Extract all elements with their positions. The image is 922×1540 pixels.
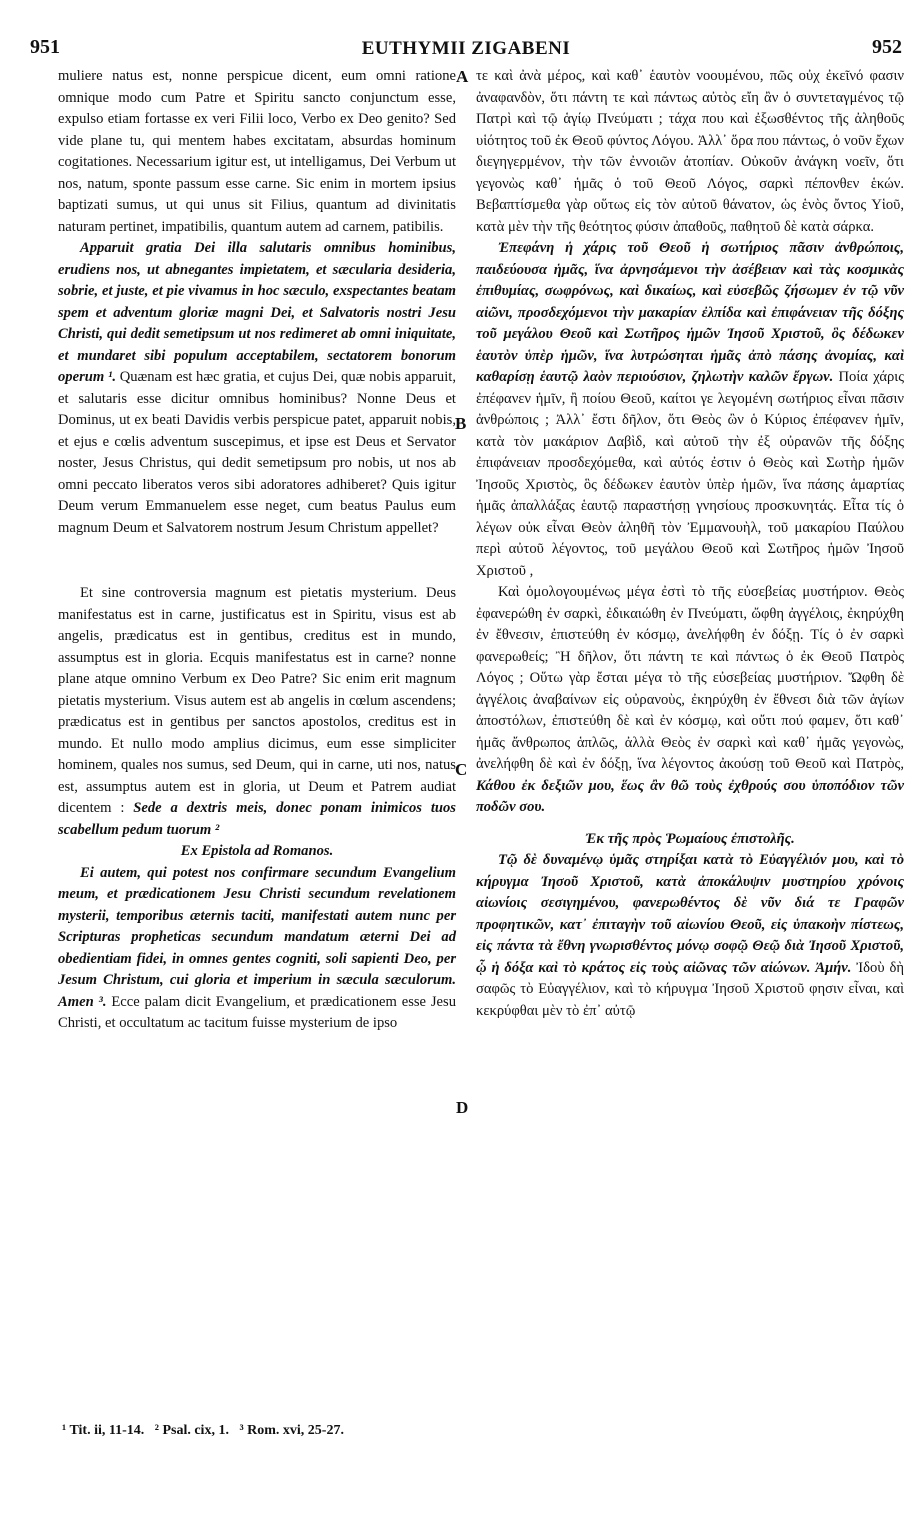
latin-paragraph-2 xyxy=(58,238,456,539)
latin-scripture-quote-titus: Apparuit gratia Dei illa salutaris omnibus hominibus, erudiens nos, ut abnegantes impietatem, et sæcularia desideria, sobrie, et juste, et pie vivamus in hoc sæculo, exspectantes beatam spem et adventum gloriæ magni Dei, et Salvatoris nostri Jesu Christi, qui dedit semetipsum ut nos redimeret ab omni iniquitate, et mundaret sibi populum acceptabilem, sectatorem bonorum operum ¹. xyxy=(58,240,456,385)
greek-scripture-quote-psalm: Κάθου ἐκ δεξιῶν μου, ἕως ἂν θῶ τοὺς ἐχθρούς σου ὑποπόδιον τῶν ποδῶν σου. xyxy=(476,777,904,815)
greek-commentary-3: Καὶ ὁμολογουμένως μέγα ἐστὶ τὸ τῆς εὐσεβείας μυστήριον. Θεὸς ἐφανερώθη ἐν σαρκὶ, ἐδικαιώθη ἐν Πνεύματι, ὤφθη ἀγγέλοις, ἐκηρύχθη ἐν ἔθνεσιν, ἐπιστεύθη ἐν κόσμῳ, ἀνελήφθη ἐν δόξῃ. Τίς ὁ ἐν σαρκὶ φανερωθείς; Ἢ δῆλον, ὅτι πάντη τε καὶ πάντως ὁ ἐκ Θεοῦ Πατρὸς Λόγος ; Οὕτω γὰρ ἔσται μέγα τὸ τῆς εὐσεβείας μυστήριον. Ὤφθη δὲ ἀγγέλοις ἀναβαίνων εἰς οὐρανοὺς, ἐκηρύχθη ἐν ἔθνεσι διὰ τῶν ἁγίων ἀποστόλων, ἐπιστεύθη δὲ καὶ ἐν κόσμῳ, καὶ οὔτι πού φαμεν, ὅτι καθ᾽ ἡμᾶς ἄνθρωπος ἁπλῶς, ἀλλὰ Θεὸς ἐν σαρκὶ καὶ καθ᾽ ἡμᾶς γεγονὼς, ἀνελήφθη δὲ καὶ ἐν δόξῃ, ἵνα λέγοντος ἀκούσῃ τοῦ Θεοῦ καὶ Πατρὸς, xyxy=(476,584,904,772)
greek-commentary-2: Ποία χάρις ἐπέφανεν ἡμῖν, ἢ ποίου Θεοῦ, καίτοι γε λεγομένη σωτήριος εἶναι πᾶσιν ἀνθρώποις ; Ἀλλ᾽ ἔστι δῆλον, ὅτι Θεὸς ὢν ὁ Κύριος ἐπέφανεν ἡμῖν, κατὰ τὸν μακάριον Δαβὶδ, καὶ αὐτοῦ τὴν ἐξ οὐρανῶν τῆς δόξης ἐπιφάνειαν προσδεχόμεθα, καὶ αὐτός ἐστιν ὁ Θεὸς καὶ Σωτὴρ ἡμῶν Ἰησοῦς Χριστὸς, ὃς δέδωκεν ἑαυτὸν ὑπὲρ ἡμῶν, ἵνα πάσης ἁμαρτίας ἡμᾶς ἀπαλλάξας ἑαυτῷ παραστήσῃ γνησίους προσκυνητάς. Εἶτα τίς ὁ λέγων οὐκ εἶναι Θεὸν ἀληθῆ τὸν Ἐμμανουὴλ, τοῦ μακαρίου Παύλου περὶ αὐτοῦ λέγοντος, τοῦ μεγάλου Θεοῦ καὶ Σωτῆρος ἡμῶν Ἰησοῦ Χριστοῦ , xyxy=(476,369,904,579)
margin-letter-a: A xyxy=(456,67,469,86)
greek-scripture-quote-titus: Ἐπεφάνη ἡ χάρις τοῦ Θεοῦ ἡ σωτήριος πᾶσιν ἀνθρώποις, παιδεύουσα ἡμᾶς, ἵνα ἀρνησάμενοι τὴν ἀσέβειαν καὶ τὰς κοσμικὰς ἐπιθυμίας, σωφρόνως, καὶ δικαίως, καὶ εὐσεβῶς ζήσωμεν ἐν τῷ νῦν αἰῶνι, προσδεχόμενοι τὴν μακαρίαν ἐλπίδα καὶ ἐπιφάνειαν τῆς δόξης τοῦ μεγάλου Θεοῦ καὶ Σωτῆρος ἡμῶν Ἰησοῦ Χριστοῦ, ὃς δέδωκεν ἑαυτὸν ὑπὲρ ἡμῶν, ἵνα λυτρώσηται ἡμᾶς ἀπὸ πάσης ἀνομίας, καὶ καθαρίσῃ ἑαυτῷ λαὸν περιούσιον, ζηλωτὴν καλῶν ἔργων. xyxy=(476,240,904,385)
margin-letter-c: C xyxy=(455,760,468,779)
latin-scripture-quote-psalm: Sede a dextris meis, donec ponam inimicos tuos scabellum pedum tuorum ² xyxy=(58,800,456,838)
greek-paragraph-3 xyxy=(476,582,904,819)
margin-letter-d: D xyxy=(456,1098,469,1117)
greek-column xyxy=(476,66,904,1022)
margin-letter-b: B xyxy=(455,414,467,433)
greek-commentary-4: Ἰδοὺ δὴ σαφῶς τὸ Εὐαγγέλιον, καὶ τὸ κήρυγμα Ἰησοῦ Χριστοῦ φησιν εἶναι, καὶ κεκρύφθαι μὲν τὸ ἐπ᾽ αὐτῷ xyxy=(476,959,904,1019)
latin-section-heading: Ex Epistola ad Romanos. xyxy=(180,843,334,859)
greek-paragraph-2 xyxy=(476,238,904,582)
latin-scripture-quote-romans: Ei autem, qui potest nos confirmare secundum Evangelium meum, et prædicationem Jesu Christi secundum revelationem mysterii, temporibus æternis taciti, manifestati autem nunc per Scripturas propheticas secundum mandatum æterni Dei ad obedientiam fidei, in omnes gentes cogniti, soli sapienti Deo, per Jesum Christum, cui gloria et imperium in sæcula sæculorum. Amen ³. xyxy=(58,864,456,1010)
greek-section-heading: Ἐκ τῆς πρὸς Ῥωμαίους ἐπιστολῆς. xyxy=(585,830,795,847)
latin-column xyxy=(58,66,456,1035)
latin-paragraph-1: muliere natus est, nonne perspicue dicent, eum omni ratione omnique modo cum Patre et Spiritu sancto conjunctum esse, expulso etiam fortasse ex veri Filii loco, Verbo ex Deo genito? Sed vide plane tu, qui mentem habes excitatam, absurdas hominum cogitationes. Necessarium igitur est, ut intelligamus, Dei Verbum ut nos, natum, sponte passum esse carne. Sic enim in mortem ipsius baptizati sumus, ut qui unus sit Filius, quantum ad divinitatis naturam pertinet, impatibilis, quantum autem ad carnem, patibilis. xyxy=(58,68,456,235)
running-title: EUTHYMII ZIGABENI xyxy=(361,38,571,59)
greek-scripture-quote-romans: Τῷ δὲ δυναμένῳ ὑμᾶς στηρίξαι κατὰ τὸ Εὐαγγέλιόν μου, καὶ τὸ κήρυγμα Ἰησοῦ Χριστοῦ, κατὰ ἀποκάλυψιν μυστηρίου χρόνοις αἰωνίοις σεσιγημένου, φανερωθέντος δὲ νῦν διά τε Γραφῶν προφητικῶν, κατ᾽ ἐπιταγὴν τοῦ αἰωνίου Θεοῦ, εἰς ὑπακοὴν πίστεως, εἰς πάντα τὰ ἔθνη γνωρισθέντος μόνῳ σοφῷ Θεῷ διὰ Ἰησοῦ Χριστοῦ, ᾧ ἡ δόξα καὶ τὸ κράτος εἰς τοὺς αἰῶνας τῶν αἰώνων. Ἀμήν. xyxy=(476,852,904,976)
latin-commentary-2: Quænam est hæc gratia, et cujus Dei, quæ nobis apparuit, et salutaris esse dicitur omnibus hominibus? Nonne Deus et Dominus, ut ex beati Davidis verbis perspicue patet, apparuit nobis, et ejus e cœlis adventum suscepimus, et ipse est Deus et Servator noster, Jesus Christus, qui dedit semetipsum pro nobis, ut nos ab omni peccato liberatos veros sibi adoratores adhiberet? Quis igitur Deum verum Emmanuelem esse neget, cum beatus Paulus eum magnum Deum et Salvatorem nostrum Jesum Christum appellet? xyxy=(58,369,456,536)
greek-paragraph-1: τε καὶ ἀνὰ μέρος, καὶ καθ᾽ ἑαυτὸν νοουμένου, πῶς οὐχ ἐκεῖνό φασιν ἀναφανδὸν, ὅτι πάντη τε καὶ πάντως αὐτὸς εἴη ἂν ὁ συντεταγμένος τῷ Πατρὶ καὶ τῷ ἁγίῳ Πνεύματι ; τάχα που καὶ ἐξωσθέντος τῆς ἀληθοῦς υἱότητος τοῦ ἐκ Θεοῦ φύντος Λόγου. Ἀλλ᾽ ὅρα που πάντως, ὁ νοῦν ἔχων διεγηγερμένον, τὴν τῶν ἐννοιῶν ἀτοπίαν. Οὐκοῦν ἀνάγκη νοεῖν, ὅτι γεγονὼς καθ᾽ ἡμᾶς ὁ τοῦ Θεοῦ Λόγος, σαρκὶ πέπονθεν ἑκών. Βεβαπτίσμεθα γὰρ οὕτως εἰς τὸν αὐτοῦ θάνατον, ὡς ἑνὸς ὄντος Υἱοῦ, κατὰ μὲν τὴν τῆς θεότητος φύσιν ἀπαθοῦς, παθητοῦ δὲ κατὰ σάρκα. xyxy=(476,68,904,235)
latin-commentary-4: Ecce palam dicit Evangelium, et prædicationem esse Jesu Christi, et occultatum ac tacitum fuisse mysterium de ipso xyxy=(58,993,456,1031)
latin-paragraph-4 xyxy=(58,863,456,1035)
greek-paragraph-4 xyxy=(476,850,904,1022)
page-number-left: 951 xyxy=(30,36,60,58)
latin-paragraph-3 xyxy=(58,583,456,841)
latin-commentary-3: Et sine controversia magnum est pietatis mysterium. Deus manifestatus est in carne, justificatus est in Spiritu, visus est ab angelis, prædicatus est in gentibus, creditus est in mundo, assumptus est in gloria. Ecquis manifestatus est in carne? nonne plane atque omnino Verbum ex Deo Patre? Sic enim erit magnum pietatis mysterium. Visus autem est ab angelis in cœlum ascendens; prædicatus est in gentibus per sanctos apostolos, creditus est in mundo. Et nullo modo amplius dicimus, eum esse simpliciter hominem, quales nos sumus, sed Deum, qui in carne, uti nos, natus est, assumptus autem est in gloria, ut Deum et Patrem audiat dicentem : xyxy=(58,585,456,816)
page-number-right: 952 xyxy=(872,36,902,58)
footnotes: ¹ Tit. ii, 11-14. ² Psal. cix, 1. ³ Rom. xvi, 25-27. xyxy=(62,1423,344,1438)
page-header xyxy=(30,36,902,62)
